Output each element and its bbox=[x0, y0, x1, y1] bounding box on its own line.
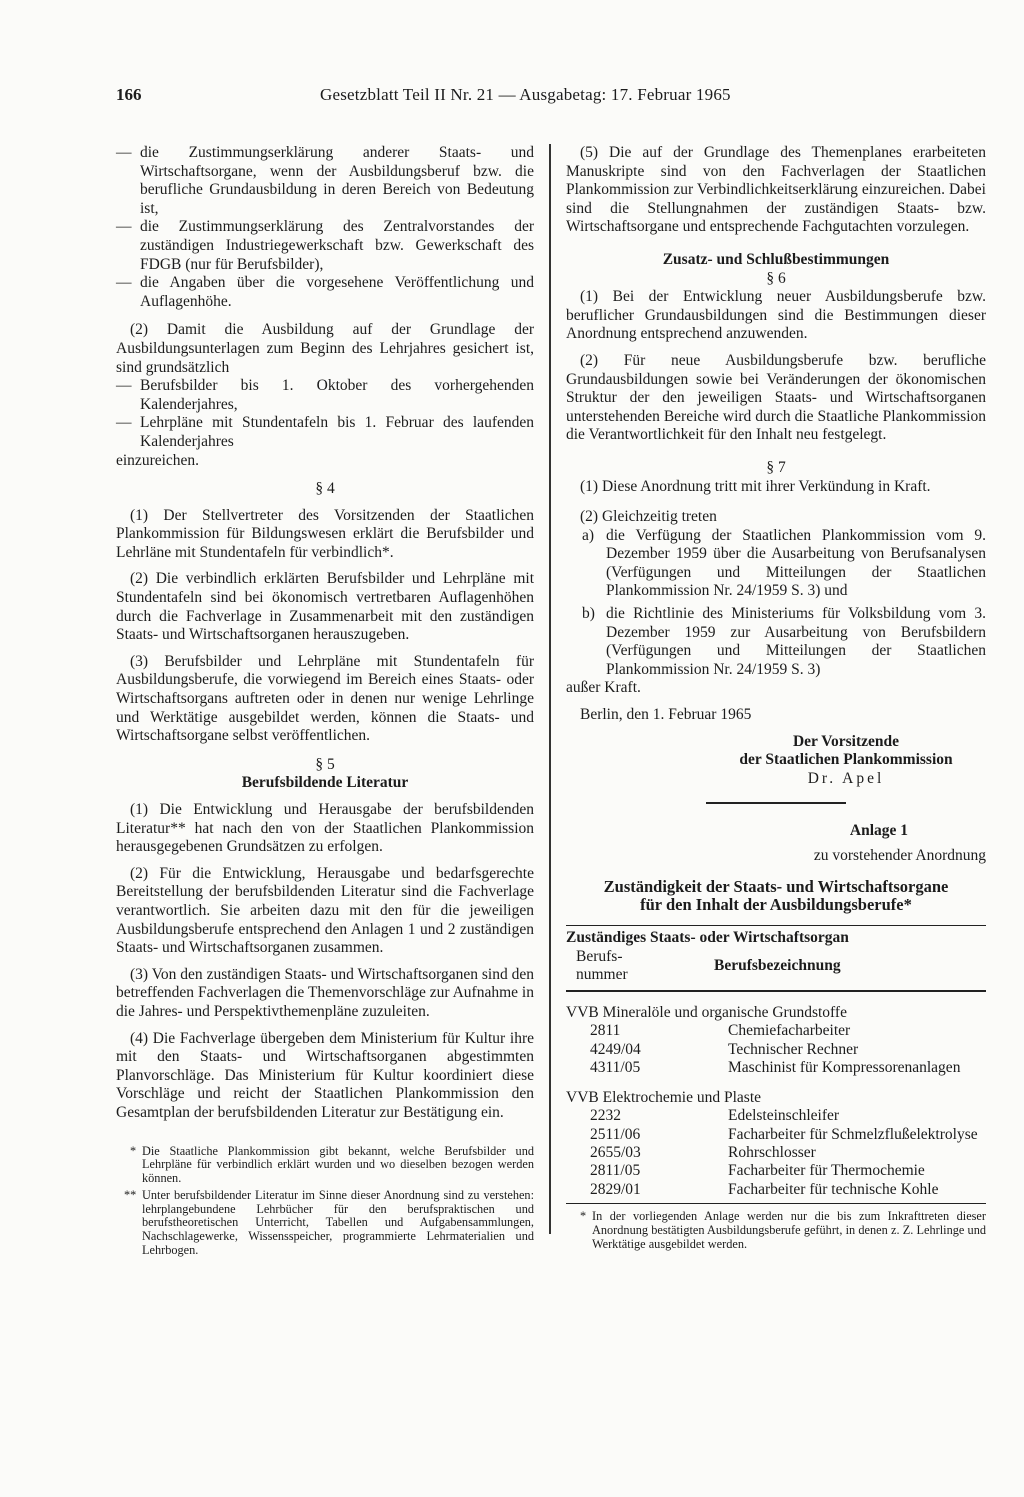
annex-subtitle: zu vorstehender Anordnung bbox=[813, 847, 986, 864]
dash-item: — die Angaben über die vorgesehene Veröffentlichung und Auflagenhöhe. bbox=[116, 274, 534, 310]
section-heading: § 6 bbox=[766, 269, 786, 287]
group-name: VVB Mineralöle und organische Grundstoffe bbox=[566, 1003, 847, 1021]
page-number: 166 bbox=[116, 85, 142, 104]
signature-title: Der Vorsitzende bbox=[792, 732, 900, 750]
footnote: ** Unter berufsbildender Literatur im Sinne dieser Anordnung sind zu verstehen: lehrplangebundene Lehrbücher für den berufspraktischen und berufstheoretischen Unterricht, Tabellen und Aufgabensammlungen, Nachschlagewerke, Wissensspeicher, programmierte Lehrmaterialien und Lehrbogen. bbox=[124, 1188, 534, 1257]
occupation-table-body bbox=[566, 992, 986, 1199]
table-row: 2811 Chemiefacharbeiter bbox=[590, 1022, 851, 1040]
signature-organ: der Staatlichen Plankommission bbox=[739, 751, 953, 769]
paragraph: (1) Die Entwicklung und Herausgabe der berufsbildenden Literatur** hat nach den von der Staatlichen Plankommission herausgegebenen Grundsätzen zu erfolgen. bbox=[116, 801, 534, 856]
paragraph: (1) Diese Anordnung tritt mit ihrer Verkündung in Kraft. bbox=[580, 477, 931, 495]
paragraph: außer Kraft. bbox=[566, 679, 641, 697]
table-rule-top bbox=[566, 925, 986, 927]
table-row: 4249/04 Technischer Rechner bbox=[590, 1040, 859, 1058]
section-heading: § 5 bbox=[315, 755, 335, 773]
dash-item: — die Zustimmungserklärung des Zentralvorstandes der zuständigen Industriegewerkschaft bzw. Gewerkschaft des FDGB (nur für Berufsbilder), bbox=[116, 218, 534, 273]
paragraph: (3) Berufsbilder und Lehrpläne mit Stundentafeln für Ausbildungsberufe, die vorwiegend im Bereich eines Staats- oder Wirtschaftsorgans auftreten oder in denen nur wenige Lehrlinge und Werktätige ausgebildet werden, können die Staats- und Wirtschaftsorgane selbst veröffentlichen. bbox=[116, 652, 534, 745]
table-row: 2232 Edelsteinschleifer bbox=[590, 1107, 840, 1125]
date-line: Berlin, den 1. Februar 1965 bbox=[580, 706, 752, 724]
section-title: Zusatz- und Schlußbestimmungen bbox=[662, 250, 890, 268]
paragraph: (5) Die auf der Grundlage des Themenplanes erarbeiteten Manuskripte sind von den Fachverlagen der Staatlichen Plankommission zur Verbindlichkeitserklärung einzureichen. Dabei sind die Stellungnahmen der zuständigen Staats- bzw. Wirtschaftsorgane und entsprechende Fachgutachten vorzulegen. bbox=[566, 144, 986, 236]
footnote: * In der vorliegenden Anlage werden nur die bis zum Inkrafttreten dieser Anordnung bestätigten Ausbildungsberufe geführt, in denen z. Z. Lehrlinge und Werktätige ausgebildet werden. bbox=[580, 1209, 986, 1251]
table-row: 4311/05 Maschinist für Kompressorenanlagen bbox=[590, 1058, 961, 1076]
table-title: Zuständigkeit der Staats- und Wirtschaftsorgane bbox=[603, 876, 949, 896]
footnote: * Die Staatliche Plankommission gibt bekannt, welche Berufsbilder und Lehrpläne für verbindlich erklärt wurden und wo dieselben bezogen werden können. bbox=[130, 1143, 534, 1185]
paragraph: (1) Bei der Entwicklung neuer Ausbildungsberufe bzw. beruflicher Grundausbildungen sind die Bestimmungen dieser Anordnung entsprechend anzuwenden. bbox=[566, 288, 986, 343]
divider-line bbox=[706, 802, 846, 804]
page-header bbox=[116, 86, 992, 110]
signature-name: Dr. Apel bbox=[807, 769, 885, 787]
left-column bbox=[116, 144, 534, 1257]
paragraph: (1) Der Stellvertreter des Vorsitzenden der Staatlichen Plankommission für Bildungswesen erklärt die Berufsbilder und Lehrläne mit Stundentafeln für verbindlich*. bbox=[116, 506, 534, 561]
col-header-organ: Zuständiges Staats- oder Wirtschaftsorgan bbox=[566, 929, 849, 947]
occupation-table bbox=[566, 948, 986, 985]
table-title: für den Inhalt der Ausbildungsberufe* bbox=[640, 895, 912, 915]
paragraph: (2) Damit die Ausbildung auf der Grundlage der Ausbildungsunterlagen zum Beginn des Lehrjahres gesichert ist, sind grundsätzlich bbox=[116, 321, 534, 376]
annex-title: Anlage 1 bbox=[849, 822, 908, 840]
dash-item: — Lehrpläne mit Stundentafeln bis 1. Februar des laufenden Kalenderjahres bbox=[116, 414, 534, 450]
list-item: a) die Verfügung der Staatlichen Plankommission vom 9. Dezember 1959 über die Ausarbeitung von Berufsanalysen (Verfügungen und Mitteilungen der Staatlichen Plankommission Nr. 24/1959 S. 3) und bbox=[582, 526, 986, 600]
col-header-name: Berufsbezeichnung bbox=[714, 956, 841, 974]
gazette-title: Gesetzblatt Teil II Nr. 21 — Ausgabetag: 17. Februar 1965 bbox=[320, 85, 731, 104]
section-heading: § 4 bbox=[315, 480, 335, 498]
paragraph: (4) Die Fachverlage übergeben dem Ministerium für Kultur ihre mit den Staats- und Wirtschaftsorganen abgestimmten Planvorschläge. Das Ministerium für Kultur koordiniert diese Vorschläge und reicht der Staatlichen Plankommission den Gesamtplan der berufsbildenden Literatur zur Bestätigung ein. bbox=[116, 1029, 534, 1121]
right-column bbox=[566, 144, 986, 1251]
paragraph: (2) Für neue Ausbildungsberufe bzw. berufliche Grundausbildungen sowie bei Veränderungen der ökonomischen Struktur der den jeweiligen Staats- und Wirtschaftsorganen unterstehenden Bereiche wird durch die Staatliche Plankommission die Verantwortlichkeit für den Inhalt neu festgelegt. bbox=[566, 351, 986, 444]
list-item: b) die Richtlinie des Ministeriums für Volksbildung vom 3. Dezember 1959 zur Ausarbeitung von Berufsbildern (Verfügungen und Mitteilungen der Staatlichen Plankommission Nr. 24/1959 S. 3) bbox=[582, 605, 986, 678]
group-name: VVB Elektrochemie und Plaste bbox=[566, 1089, 761, 1107]
dash-item: — die Zustimmungserklärung anderer Staats- und Wirtschaftsorgane, wenn der Ausbildungsberuf bzw. die berufliche Grundausbildung in deren Bereich von Bedeutung ist, bbox=[116, 144, 534, 217]
paragraph: (2) Die verbindlich erklärten Berufsbilder und Lehrpläne mit Stundentafeln sind bei ökonomisch vertretbaren Auflagenhöhen durch die Fachverlage in Zusammenarbeit mit den zuständigen Staats- und Wirtschaftsorganen herauszugeben. bbox=[116, 570, 534, 644]
table-row: 2511/06 Facharbeiter für Schmelzflußelektrolyse bbox=[590, 1125, 978, 1143]
column-divider bbox=[549, 144, 551, 1234]
paragraph: einzureichen. bbox=[116, 451, 200, 469]
section-heading: § 7 bbox=[766, 458, 786, 476]
paragraph: (3) Von den zuständigen Staats- und Wirtschaftsorganen sind den betreffenden Fachverlagen die Themenvorschläge zur Aufnahme in die Jahres- und Perspektivthemenpläne zuzuleiten. bbox=[116, 965, 534, 1020]
paragraph: (2) Gleichzeitig treten bbox=[580, 508, 717, 526]
section-title: Berufsbildende Literatur bbox=[241, 774, 409, 792]
paragraph: (2) Für die Entwicklung, Herausgabe und bedarfsgerechte Bereitstellung der berufsbildenden Literatur sind die Fachverlage verantwortlich. Sie arbeiten dazu mit den für die jeweiligen Ausbildungsberufe entsprechend den Anlagen 1 und 2 zuständigen Staats- und Wirtschaftsorganen zusammen. bbox=[116, 864, 534, 957]
col-header-number: Berufs- bbox=[576, 947, 623, 965]
table-row: 2811/05 Facharbeiter für Thermochemie bbox=[590, 1162, 925, 1180]
table-header-row: Berufs- nummer Berufsbezeichnung bbox=[566, 948, 986, 985]
table-row: 2655/03 Rohrschlosser bbox=[590, 1144, 816, 1162]
table-row: 2829/01 Facharbeiter für technische Kohle bbox=[590, 1180, 939, 1198]
dash-item: — Berufsbilder bis 1. Oktober des vorhergehenden Kalenderjahres, bbox=[116, 377, 534, 413]
table-rule-bottom bbox=[566, 1203, 986, 1205]
